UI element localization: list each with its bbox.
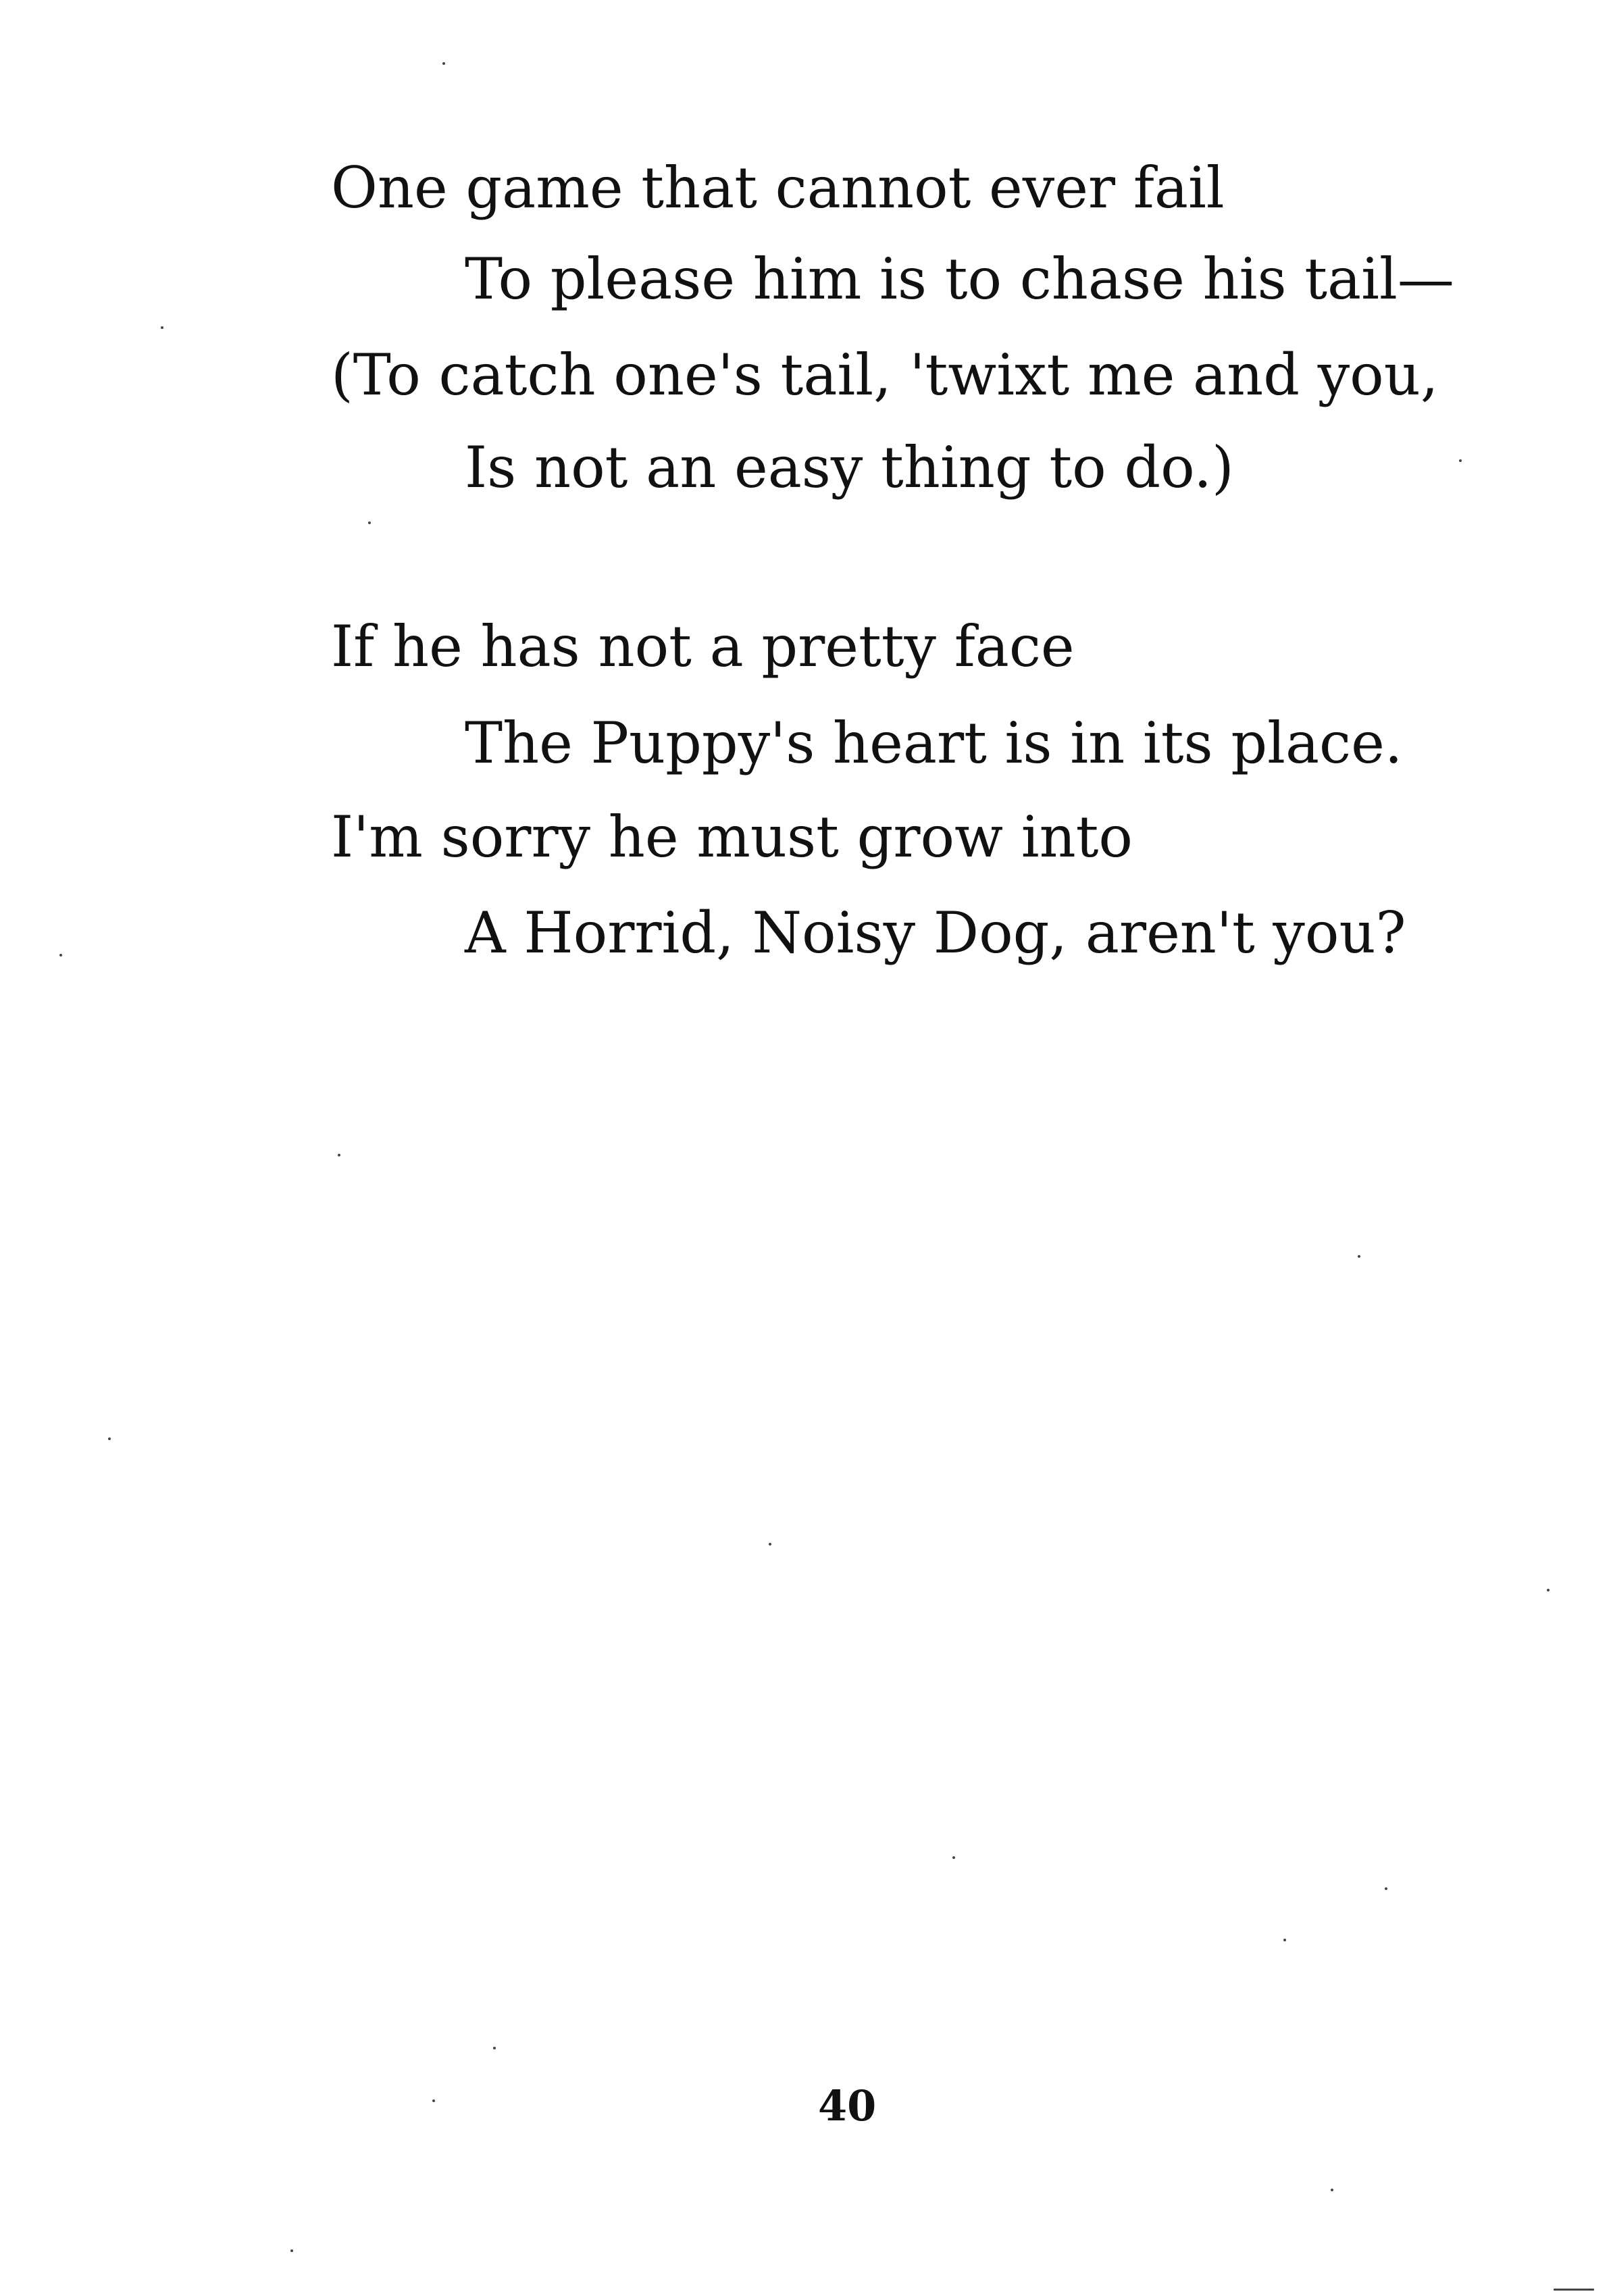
paper-speck xyxy=(952,1856,955,1859)
page-number: 40 xyxy=(818,2081,877,2131)
paper-speck xyxy=(1385,1887,1387,1890)
paper-speck xyxy=(1459,459,1462,462)
poem-line: If he has not a pretty face xyxy=(331,613,1075,680)
poem-line: The Puppy's heart is in its place. xyxy=(465,710,1403,776)
paper-speck xyxy=(493,2047,496,2049)
poem-line: A Horrid, Noisy Dog, aren't you? xyxy=(465,900,1406,966)
paper-speck xyxy=(368,521,371,524)
poem-line: (To catch one's tail, 'twixt me and you, xyxy=(331,342,1439,408)
paper-speck xyxy=(769,1543,771,1546)
paper-speck xyxy=(1283,1939,1286,1941)
paper-speck xyxy=(1554,2289,1594,2291)
poem-line: I'm sorry he must grow into xyxy=(331,804,1133,870)
paper-speck xyxy=(161,326,163,329)
paper-speck xyxy=(108,1437,111,1440)
paper-speck xyxy=(59,954,62,956)
paper-speck xyxy=(1358,1255,1360,1258)
poem-line: To please him is to chase his tail— xyxy=(465,246,1454,312)
poem-line: Is not an easy thing to do.) xyxy=(465,434,1234,501)
paper-speck xyxy=(1331,2189,1333,2191)
paper-speck xyxy=(338,1154,340,1156)
poem-line: One game that cannot ever fail xyxy=(331,155,1225,221)
paper-speck xyxy=(290,2249,293,2252)
paper-speck xyxy=(442,62,445,65)
paper-speck xyxy=(1547,1589,1550,1591)
paper-speck xyxy=(432,2099,435,2102)
